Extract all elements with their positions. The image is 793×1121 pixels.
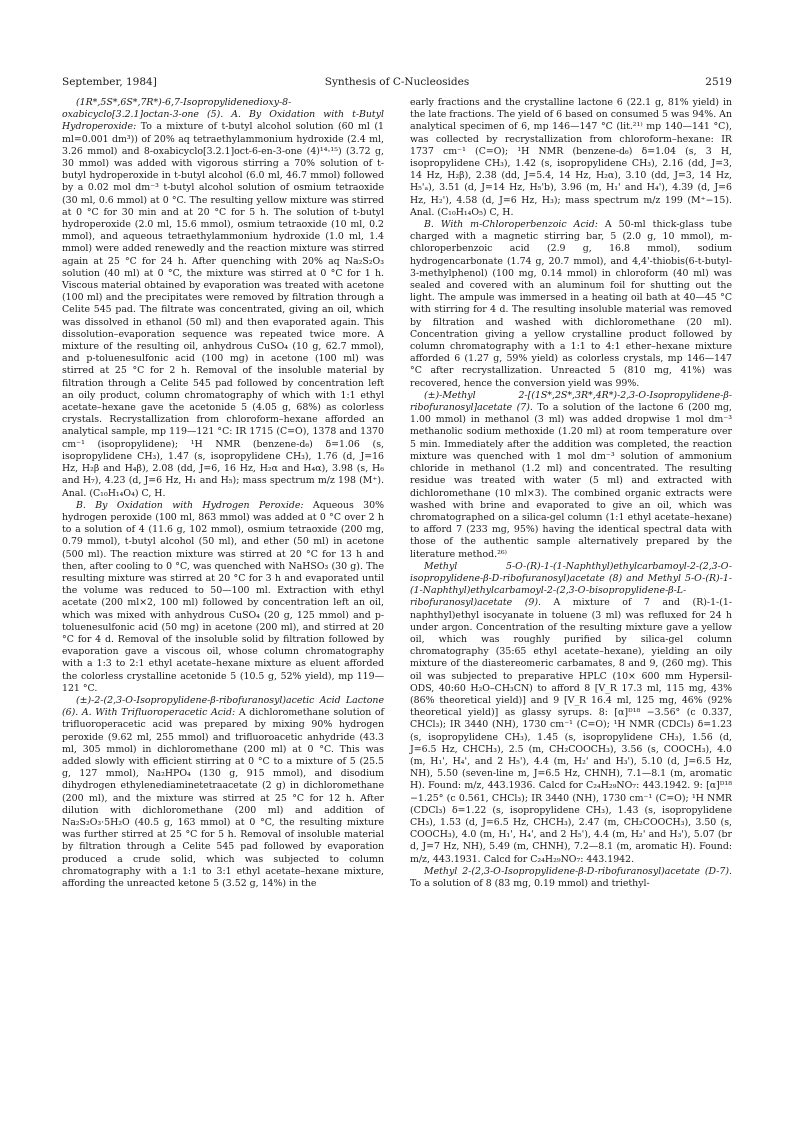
paragraph-text: early fractions and the crystalline lactone 6 (22.1 g, 81% yield) in the late fractions. The yield of 6 based on consumed 5 was 94%. An analytical specimen of 6, mp 146—147 °C (lit.²¹⁾ mp 140—141 °C), was collected by recrystallization from chloroform–hexane: IR 1737 cm⁻¹ (C=O); ¹H NMR (benzene-d₆) δ=1.04 (s, 3 H, isopropylidene CH₃), 1.42 (s, isopropylidene CH₃), 2.16 (dd, J=3, 14 Hz, H₂β), 2.38 (dd, J=5.4, 14 Hz, H₂α), 3.10 (dd, J=3, 14 Hz, H₅'ₐ), 3.51 (d, J=14 Hz, H₅'b), 3.96 (m, H₁' and H₄'), 4.39 (d, J=6 Hz, H₂'), 4.58 (d, J=6 Hz, H₃); mass spectrum m/z 199 (M⁺−15). Anal. (C₁₀H₁₄O₅) C, H. [410,97,732,218]
paragraph-text: Aqueous 30% hydrogen peroxide (100 ml, 863 mmol) was added at 0 °C over 2 h to a solution of 4 (11.6 g, 102 mmol), osmium tetraoxide (200 mg, 0.79 mmol), t-butyl alcohol (50 ml), and ether (50 ml) in acetone (500 ml). The reaction mixture was stirred at 20 °C for 13 h and then, after cooling to 0 °C, was quenched with NaHSO₃ (30 g). The resulting mixture was stirred at 20 °C for 3 h and evaporated until the volume was reduced to 50—100 ml. Extraction with ethyl acetate (200 ml×2, 100 ml) followed by concentration left an oil, which was mixed with anhydrous CuSO₄ (20 g, 125 mmol) and p-toluenesulfonic acid (50 mg) in acetone (200 ml), and stirred at 20 °C for 4 d. Removal of the insoluble solid by filtration followed by evaporation gave a viscous oil, whose column chromatography with a 1:3 to 2:1 ethyl acetate–hexane mixture as eluent afforded the colorless crystalline acetonide 5 (10.5 g, 52% yield), mp 119—121 °C. [62,499,384,694]
paragraph-text: To a mixture of t-butyl alcohol solution (60 ml (1 ml=0.001 dm³)) of 20% aq tetraethylammonium hydroxide (2.4 ml, 3.26 mmol) and 8-oxabicyclo[3.2.1]oct-6-en-3-one (4)¹⁴·¹⁵) (3.72 g, 30 mmol) was added with vigorous stirring a 70% solution of t-butyl hydroperoxide in t-butyl alcohol (6.0 ml, 46.7 mmol) followed by a 0.02 mol dm⁻³ t-butyl alcohol solution of osmium tetraoxide (30 ml, 0.6 mmol) at 0 °C. The resulting yellow mixture was stirred at 0 °C for 30 min and at 20 °C for 5 h. The solution of t-butyl hydroperoxide (2.0 ml, 15.6 mmol), osmium tetraoxide (10 ml, 0.2 mmol), and aqueous tetraethylammonium hydroxide (1.0 ml, 1.4 mmol) were added renewedly and the reaction mixture was stirred again at 25 °C for 24 h. After quenching with 20% aq Na₂S₂O₃ solution (40 ml) at 0 °C, the mixture was stirred at 0 °C for 1 h. Viscous material obtained by evaporation was treated with acetone (100 ml) and the precipitates were removed by filtration through a Celite 545 pad. The filtrate was concentrated, giving an oil, which was dissolved in ethanol (50 ml) and then evaporated again. This dissolution–evaporation sequence was repeated twice more. A mixture of the resulting oil, anhydrous CuSO₄ (10 g, 62.7 mmol), and p-toluenesulfonic acid (100 mg) in acetone (100 ml) was stirred at 25 °C for 2 h. Removal of the insoluble material by filtration through a Celite 545 pad followed by concentration left an oily product, column chromatography of which with 1:1 ethyl acetate–hexane gave the acetonide 5 (4.05 g, 68%) as colorless crystals. Recrystallization from chloroform–hexane afforded an analytical sample, mp 119—121 °C: IR 1715 (C=O), 1378 and 1370 cm⁻¹ (isopropylidene); ¹H NMR (benzene-d₆) δ=1.06 (s, isopropylidene CH₃), 1.47 (s, isopropylidene CH₃), 1.76 (d, J=16 Hz, H₂β and H₄β), 2.08 (dd, J=6, 16 Hz, H₂α and H₄α), 3.98 (s, H₆ and H₇), 4.23 (d, J=6 Hz, H₁ and H₅); mass spectrum m/z 198 (M⁺). Anal. (C₁₀H₁₄O₄) C, H. [62,121,384,499]
paragraph [410,97,732,219]
paragraph [62,695,384,890]
section-heading: Methyl 2-(2,3-O-Isopropylidene-β-D-ribofuranosyl)acetate (D-7). [424,865,732,877]
running-title: Synthesis of C-Nucleosides [324,76,470,88]
paragraph [410,390,732,561]
paragraph-text: To a solution of 8 (83 mg, 0.19 mmol) and triethyl- [410,878,650,889]
page-number: 2519 [705,76,732,88]
paragraph [62,500,384,695]
paragraph [410,866,732,890]
issue-date: September, 1984] [62,76,157,88]
paragraph [410,219,732,390]
paragraph-text: A mixture of 7 and (R)-1-(1-naphthyl)ethyl isocyanate in toluene (3 ml) was refluxed for 24 h under argon. Concentration of the resulting mixture gave a yellow oil, which was roughly purified by silica-gel column chromatography (35:65 ethyl acetate–hexane), yielding an oily mixture of the diastereomeric carbamates, 8 and 9, (260 mg). This oil was subjected to preparative HPLC (10× 600 mm Hypersil-ODS, 40:60 H₂O–CH₃CN) to afford 8 [V_R 17.3 ml, 115 mg, 43% (86% theoretical yield)] and 9 [V_R 16.4 ml, 125 mg, 46% (92% theoretical yield)] as glassy syrups. 8: [α]ᴰ¹⁸ −3.56° (c 0.337, CHCl₃); IR 3440 (NH), 1730 cm⁻¹ (C=O); ¹H NMR (CDCl₃) δ=1.23 (s, isopropylidene CH₃), 1.45 (s, isopropylidene CH₃), 1.56 (d, J=6.5 Hz, CHCH₃), 2.5 (m, CH₂COOCH₃), 3.56 (s, COOCH₃), 4.0 (m, H₁', H₄', and 2 H₅'), 4.4 (m, H₂' and H₃'), 5.10 (d, J=6.5 Hz, NH), 5.50 (seven-line m, J=6.5 Hz, CHNH), 7.1—8.1 (m, aromatic H). Found: m/z, 443.1936. Calcd for C₂₄H₂₉NO₇: 443.1942. 9: [α]ᴰ¹⁸ −1.25° (c 0.561, CHCl₃); IR 3440 (NH), 1730 cm⁻¹ (C=O); ¹H NMR (CDCl₃) δ=1.22 (s, isopropylidene CH₃), 1.43 (s, isopropylidene CH₃), 1.53 (d, J=6.5 Hz, CHCH₃), 2.47 (m, CH₂COOCH₃), 3.50 (s, COOCH₃), 4.0 (m, H₁', H₄', and 2 H₅'), 4.4 (m, H₂' and H₃'), 5.07 (br d, J=7 Hz, NH), 5.49 (m, CHNH), 7.2—8.1 (m, aromatic H). Found: m/z, 443.1931. Calcd for C₂₄H₂₉NO₇: 443.1942. [410,597,732,865]
method-subheading: B. By Oxidation with Hydrogen Peroxide: [76,499,304,511]
paragraph [62,97,384,500]
paragraph [410,561,732,866]
method-subheading: A. With Trifluoroperacetic Acid: [81,707,236,719]
section-heading: (±)-2-(2,3-O-Isopropylidene-β-ribofuranosyl)acetic Acid Lactone (6). [62,694,384,719]
paragraph-text: A 50-ml thick-glass tube charged with a magnetic stirring bar, 5 (2.0 g, 10 mmol), m-chloroperbenzoic acid (2.9 g, 16.8 mmol), sodium hydrogencarbonate (1.74 g, 20.7 mmol), and 4,4'-thiobis(6-t-butyl-3-methylphenol) (100 mg, 0.14 mmol) in chloroform (40 ml) was sealed and covered with an aluminum foil for shutting out the light. The ampule was immersed in a heating oil bath at 40—45 °C with stirring for 4 d. The resulting insoluble material was removed by filtration and washed with dichloromethane (20 ml). Concentration giving a yellow crystalline product followed by column chromatography with a 1:1 to 4:1 ether–hexane mixture afforded 6 (1.27 g, 59% yield) as colorless crystals, mp 146—147 °C after recrystallization. Unreacted 5 (810 mg, 41%) was recovered, hence the conversion yield was 99%. [410,219,732,389]
method-subheading: A. By Oxidation with t-Butyl Hydroperoxide: [62,109,384,133]
paragraph-text: To a solution of the lactone 6 (200 mg, 1.00 mmol) in methanol (3 ml) was added dropwise 1 mol dm⁻³ methanolic sodium methoxide (1.20 ml) at room temperature over 5 min. Immediately after the addition was completed, the reaction mixture was quenched with 1 mol dm⁻³ solution of ammonium chloride in methanol (1.2 ml) and concentrated. The resulting residue was treated with water (5 ml) and extracted with dichloromethane (10 ml×3). The combined organic extracts were washed with brine and evaporated to give an oil, which was chromatographed on a silica-gel column (1:1 ethyl acetate–hexane) to afford 7 (233 mg, 95%) having the identical spectral data with those of the authentic sample alternatively prepared by the literature method.²⁶⁾ [410,402,733,560]
left-column [62,97,384,890]
section-heading: Methyl 5-O-(R)-1-(1-Naphthyl)ethylcarbamoyl-2-(2,3-O-isopropylidene-β-D-ribofuranosyl)acetate (8) and Methyl 5-O-(R)-1-(1-Naphthyl)ethylcarbamoyl-2-(2,3-O-bisopropylidene-β-L-ribofuranosyl)acetate (9). [410,560,732,609]
section-heading: (1R*,5S*,6S*,7R*)-6,7-Isopropylidenedioxy-8-oxabicyclo[3.2.1]octan-3-one (5). [62,97,292,121]
paragraph-text: A dichloromethane solution of trifluoroperacetic acid was prepared by mixing 90% hydrogen peroxide (9.62 ml, 255 mmol) and trifluoroacetic anhydride (43.3 ml, 305 mmol) in dichloromethane (200 ml) at 0 °C. This was added slowly with efficient stirring at 0 °C to a mixture of 5 (25.5 g, 127 mmol), Na₂HPO₄ (130 g, 915 mmol), and disodium dihydrogen ethylenediaminetetraacetate (2 g) in dichloromethane (200 ml), and the mixture was stirred at 25 °C for 12 h. After dilution with dichloromethane (200 ml) and addition of Na₂S₂O₃·5H₂O (40.5 g, 163 mmol) at 0 °C, the resulting mixture was further stirred at 25 °C for 5 h. Removal of insoluble material by filtration through a Celite 545 pad followed by evaporation produced a crude solid, which was subjected to column chromatography with a 1:1 to 3:1 ethyl acetate–hexane mixture, affording the unreacted ketone 5 (3.52 g, 14%) in the [62,707,384,889]
running-head [62,76,732,90]
right-column [410,97,732,890]
section-heading: (±)-Methyl 2-[(1S*,2S*,3R*,4R*)-2,3-O-Isopropylidene-β-ribofuranosyl]acetate (7). [410,389,732,414]
method-subheading: B. With m-Chloroperbenzoic Acid: [424,219,598,231]
